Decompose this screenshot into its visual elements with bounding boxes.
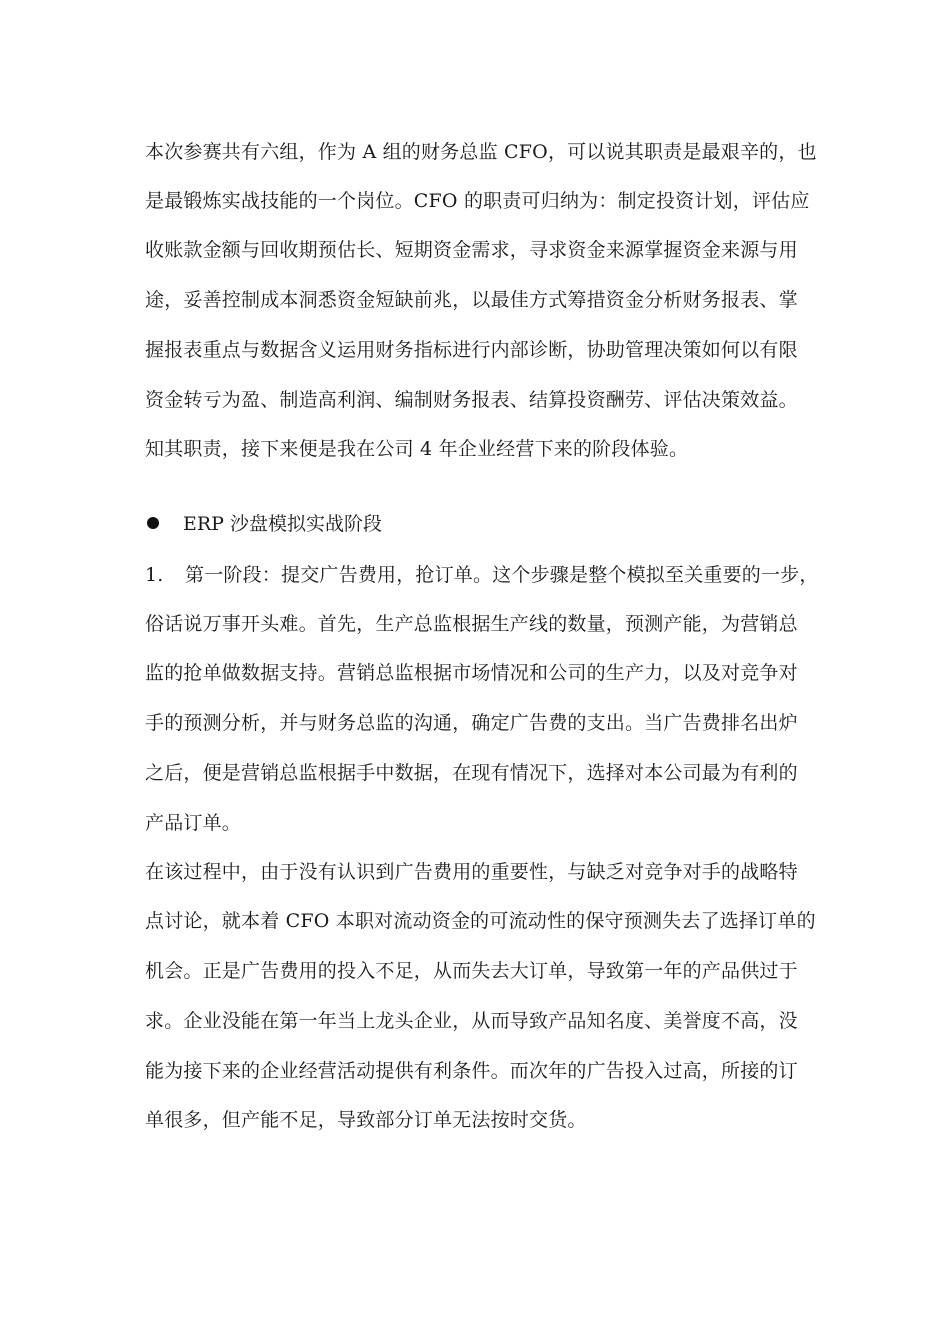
text-line: 本次参赛共有六组，作为 A 组的财务总监 CFO，可以说其职责是最艰辛的，也 [145,141,817,163]
item-number: 1. [145,564,164,586]
text-line: 能为接下来的企业经营活动提供有利条件。而次年的广告投入过高，所接的订 [145,1060,798,1082]
text-line: 产品订单。 [145,812,242,834]
text-line: 收账款金额与回收期预估长、短期资金需求，寻求资金来源掌握资金来源与用 [145,239,798,261]
text-line: 资金转亏为盈、制造高利润、编制财务报表、结算投资酬劳、评估决策效益。 [145,389,798,411]
text-line: 知其职责，接下来便是我在公司 4 年企业经营下来的阶段体验。 [145,438,689,460]
text-line: 是最锻炼实战技能的一个岗位。CFO 的职责可归纳为：制定投资计划，评估应 [145,190,810,212]
item-first-line: 第一阶段：提交广告费用，抢订单。这个步骤是整个模拟至关重要的一步， [185,564,819,586]
text-line: 之后，便是营销总监根据手中数据，在现有情况下，选择对本公司最为有利的 [145,762,798,784]
section-heading [145,512,810,536]
section-heading-text: ERP 沙盘模拟实战阶段 [183,513,382,535]
bullet-icon [147,517,159,529]
text-line: 途，妥善控制成本洞悉资金短缺前兆，以最佳方式筹措资金分析财务报表、掌 [145,289,798,311]
text-line: 在该过程中，由于没有认识到广告费用的重要性，与缺乏对竞争对手的战略特 [145,861,798,883]
text-line: 俗话说万事开头难。首先，生产总监根据生产线的数量，预测产能，为营销总 [145,613,798,635]
text-line: 监的抢单做数据支持。营销总监根据市场情况和公司的生产力，以及对竞争对 [145,662,798,684]
text-line: 握报表重点与数据含义运用财务指标进行内部诊断，协助管理决策如何以有限 [145,339,798,361]
text-line: 手的预测分析，并与财务总监的沟通，确定广告费的支出。当广告费排名出炉 [145,712,798,734]
text-line: 单很多，但产能不足，导致部分订单无法按时交货。 [145,1109,587,1131]
text-line [145,563,819,587]
text-line: 求。企业没能在第一年当上龙头企业，从而导致产品知名度、美誉度不高，没 [145,1010,798,1032]
text-line: 点讨论，就本着 CFO 本职对流动资金的可流动性的保守预测失去了选择订单的 [145,910,816,932]
text-line: 机会。正是广告费用的投入不足，从而失去大订单，导致第一年的产品供过于 [145,960,798,982]
